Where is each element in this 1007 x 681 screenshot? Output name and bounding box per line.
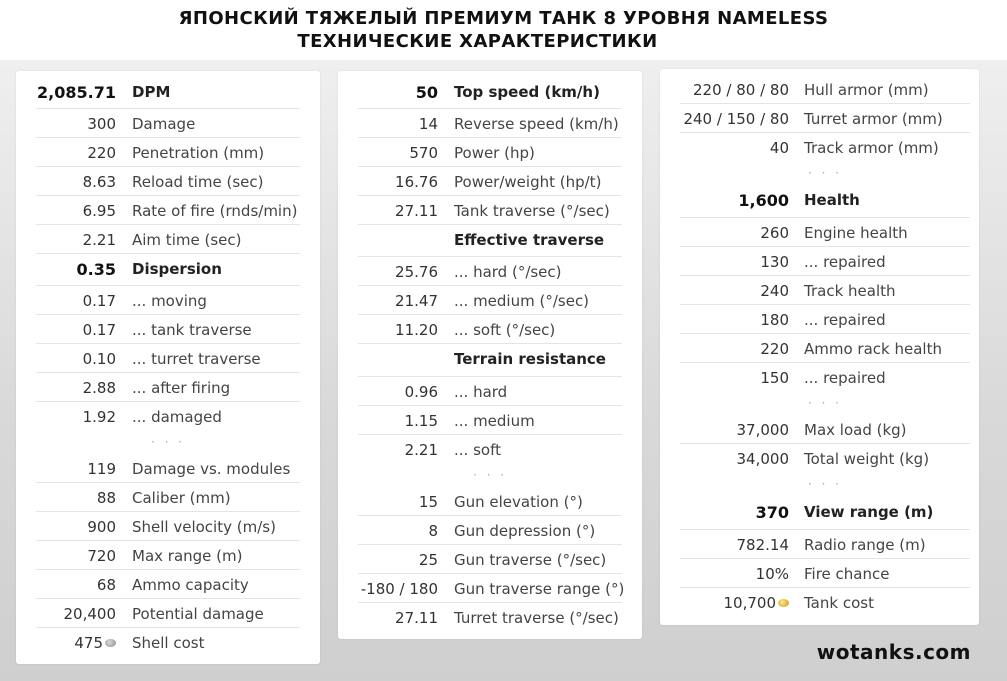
stat-label: ... repaired (804, 311, 886, 329)
page-header (0, 0, 1007, 60)
stat-value: 6.95 (82, 202, 116, 220)
page-subtitle: ТЕХНИЧЕСКИЕ ХАРАКТЕРИСТИКИ (297, 31, 658, 52)
stat-value: 1.92 (82, 408, 116, 426)
stat-label: Reload time (sec) (132, 173, 264, 191)
stat-value: 180 (760, 311, 789, 329)
stat-label: Reverse speed (km/h) (454, 115, 619, 133)
stat-value: 0.17 (82, 292, 116, 310)
stat-row-turret-armor (680, 104, 970, 133)
section-terrain-resistance (358, 344, 622, 377)
stat-label: Tank traverse (°/sec) (454, 202, 610, 220)
stat-row-traverse-soft (358, 315, 622, 344)
stat-value: 220 / 80 / 80 (693, 81, 789, 99)
stat-row-dispersion (36, 254, 300, 286)
stat-value: 27.11 (395, 609, 438, 627)
stat-row-turret-traverse (358, 603, 622, 632)
stat-row-fire-chance (680, 559, 970, 588)
stat-label: ... soft (°/sec) (454, 321, 556, 339)
stat-label: Power/weight (hp/t) (454, 173, 602, 191)
stat-value-text: 10,700 (723, 594, 776, 612)
stat-value: 119 (87, 460, 116, 478)
stat-value: 68 (96, 576, 116, 594)
gold-coin-icon (778, 599, 789, 607)
stat-row-dispersion-tank-traverse (36, 315, 300, 344)
stat-label: Turret armor (mm) (804, 110, 943, 128)
stat-label: View range (m) (804, 503, 934, 521)
mobility-panel (338, 71, 642, 639)
stat-row-caliber (36, 483, 300, 512)
stat-row-view-range (680, 497, 970, 530)
stat-label: ... medium (454, 412, 535, 430)
stat-value: 11.20 (395, 321, 438, 339)
stat-row-dispersion-after-firing (36, 373, 300, 402)
stat-row-shell-cost (36, 628, 300, 657)
stat-row-radio-range (680, 530, 970, 559)
more-dots: · · · (807, 166, 843, 180)
stat-row-tank-cost (680, 588, 970, 617)
stat-row-rate-of-fire (36, 196, 300, 225)
stat-value: 2.21 (404, 441, 438, 459)
stat-row-reverse-speed (358, 109, 622, 138)
stat-value: 15 (418, 493, 438, 511)
stat-value (724, 594, 790, 612)
silver-coin-icon (105, 639, 116, 647)
stat-value-text: 475 (74, 634, 103, 652)
firepower-panel (16, 71, 320, 664)
stat-value: -180 / 180 (360, 580, 438, 598)
stat-label: ... after firing (132, 379, 231, 397)
stat-value: 220 (87, 144, 116, 162)
stat-label: Engine health (804, 224, 908, 242)
stat-label: ... repaired (804, 369, 886, 387)
stat-label: Penetration (mm) (132, 144, 265, 162)
stat-row-max-load (680, 415, 970, 444)
stat-label: Caliber (mm) (132, 489, 231, 507)
stat-value: 8.63 (82, 173, 116, 191)
stat-row-engine-health (680, 218, 970, 247)
stat-label: Fire chance (804, 565, 890, 583)
stat-value: 27.11 (395, 202, 438, 220)
stat-label: DPM (132, 83, 171, 101)
stat-row-ammo-capacity (36, 570, 300, 599)
stat-value: 570 (409, 144, 438, 162)
more-dots: · · · (150, 435, 186, 449)
stat-label: Turret traverse (°/sec) (454, 609, 619, 627)
stat-label: Max range (m) (132, 547, 243, 565)
stat-value: 720 (87, 547, 116, 565)
stat-row-ammo-rack-health (680, 334, 970, 363)
stat-value: 900 (87, 518, 116, 536)
stat-row-health (680, 185, 970, 218)
stat-label: Shell velocity (m/s) (132, 518, 276, 536)
stat-label: ... hard (°/sec) (454, 263, 562, 281)
stat-value: 240 / 150 / 80 (683, 110, 789, 128)
stat-value: 37,000 (736, 421, 789, 439)
survivability-panel (660, 69, 979, 625)
stat-row-gun-traverse-range (358, 574, 625, 603)
stat-row-dispersion-damaged (36, 402, 300, 431)
stat-label: Aim time (sec) (132, 231, 242, 249)
stat-row-track-repaired (680, 305, 970, 334)
stat-row-gun-depression (358, 516, 622, 545)
more-dots: · · · (807, 477, 843, 491)
stat-row-total-weight (680, 444, 970, 473)
stat-label: Gun elevation (°) (454, 493, 583, 511)
stat-row-dispersion-turret-traverse (36, 344, 300, 373)
page-title: ЯПОНСКИЙ ТЯЖЕЛЫЙ ПРЕМИУМ ТАНК 8 УРОВНЯ NAMELESS (178, 8, 829, 29)
stat-label: ... medium (°/sec) (454, 292, 590, 310)
stat-value: 130 (760, 253, 789, 271)
stat-value: 2,085.71 (37, 83, 116, 102)
stat-value: 150 (760, 369, 789, 387)
stat-row-ammo-rack-repaired (680, 363, 970, 392)
stat-value: 16.76 (395, 173, 438, 191)
stat-value: 0.96 (404, 383, 438, 401)
stat-row-potential-damage (36, 599, 300, 628)
stat-label: Shell cost (132, 634, 205, 652)
stat-row-power-weight (358, 167, 622, 196)
stat-label: Radio range (m) (804, 536, 926, 554)
stat-value: 40 (769, 139, 789, 157)
stat-row-damage (36, 109, 300, 138)
stat-value: 10% (755, 565, 789, 583)
stat-row-terrain-soft (358, 435, 622, 464)
stat-row-terrain-medium (358, 406, 622, 435)
stat-row-hull-armor (680, 75, 970, 104)
stat-value: 300 (87, 115, 116, 133)
stat-value: 0.17 (82, 321, 116, 339)
stat-label: ... moving (132, 292, 207, 310)
stat-value: 220 (760, 340, 789, 358)
stat-row-traverse-medium (358, 286, 622, 315)
stat-value: 20,400 (63, 605, 116, 623)
stat-value: 260 (760, 224, 789, 242)
stat-label: Damage vs. modules (132, 460, 291, 478)
stat-value: 25.76 (395, 263, 438, 281)
stat-value: 88 (96, 489, 116, 507)
stat-label: ... repaired (804, 253, 886, 271)
stat-row-dispersion-moving (36, 286, 300, 315)
stat-row-penetration (36, 138, 300, 167)
stat-value: 0.35 (76, 260, 116, 279)
site-brand: wotanks.com (816, 640, 971, 664)
stat-label: Track armor (mm) (804, 139, 939, 157)
stat-row-tank-traverse (358, 196, 622, 225)
stat-value: 14 (418, 115, 438, 133)
stat-row-track-health (680, 276, 970, 305)
stat-value: 8 (428, 522, 438, 540)
stat-label: ... hard (454, 383, 508, 401)
stat-row-max-range (36, 541, 300, 570)
stat-row-power (358, 138, 622, 167)
stat-label: Potential damage (132, 605, 264, 623)
stat-row-track-armor (680, 133, 970, 162)
stat-label: ... soft (454, 441, 501, 459)
stat-value: 1,600 (738, 191, 789, 210)
section-effective-traverse (358, 225, 622, 257)
stat-value: 782.14 (736, 536, 789, 554)
stat-row-damage-vs-modules (36, 454, 300, 483)
stat-label: Gun traverse range (°) (454, 580, 625, 598)
stat-row-gun-elevation (358, 487, 622, 516)
stat-row-gun-traverse (358, 545, 622, 574)
section-label: Effective traverse (454, 231, 605, 249)
stat-label: Dispersion (132, 260, 222, 278)
stat-label: ... tank traverse (132, 321, 252, 339)
stat-label: Rate of fire (rnds/min) (132, 202, 298, 220)
stat-label: Health (804, 191, 860, 209)
stat-label: ... damaged (132, 408, 222, 426)
stat-value: 25 (418, 551, 438, 569)
stat-row-terrain-hard (358, 377, 622, 406)
stat-value: 2.88 (82, 379, 116, 397)
stat-label: Power (hp) (454, 144, 535, 162)
section-label: Terrain resistance (454, 350, 606, 368)
stat-value: 0.10 (82, 350, 116, 368)
stat-label: ... turret traverse (132, 350, 261, 368)
more-dots: · · · (472, 468, 508, 482)
stat-label: Hull armor (mm) (804, 81, 929, 99)
stat-label: Max load (kg) (804, 421, 907, 439)
stat-value: 240 (760, 282, 789, 300)
stat-label: Gun traverse (°/sec) (454, 551, 607, 569)
stat-row-dpm (36, 77, 300, 109)
stat-row-aim-time (36, 225, 300, 254)
stat-label: Total weight (kg) (804, 450, 930, 468)
stat-row-traverse-hard (358, 257, 622, 286)
stat-row-top-speed (358, 77, 622, 109)
stat-value: 1.15 (404, 412, 438, 430)
stat-value: 21.47 (395, 292, 438, 310)
stat-value: 50 (415, 83, 438, 102)
stat-value: 2.21 (82, 231, 116, 249)
stat-label: Gun depression (°) (454, 522, 596, 540)
stat-label: Top speed (km/h) (454, 83, 600, 101)
stat-label: Tank cost (804, 594, 874, 612)
stat-row-reload-time (36, 167, 300, 196)
stat-label: Track health (804, 282, 896, 300)
more-dots: · · · (807, 396, 843, 410)
stat-label: Ammo capacity (132, 576, 249, 594)
stat-value: 370 (755, 503, 789, 522)
stat-value (74, 634, 116, 652)
stat-label: Damage (132, 115, 196, 133)
stat-row-engine-repaired (680, 247, 970, 276)
stat-label: Ammo rack health (804, 340, 942, 358)
stat-value: 34,000 (736, 450, 789, 468)
stat-row-shell-velocity (36, 512, 300, 541)
